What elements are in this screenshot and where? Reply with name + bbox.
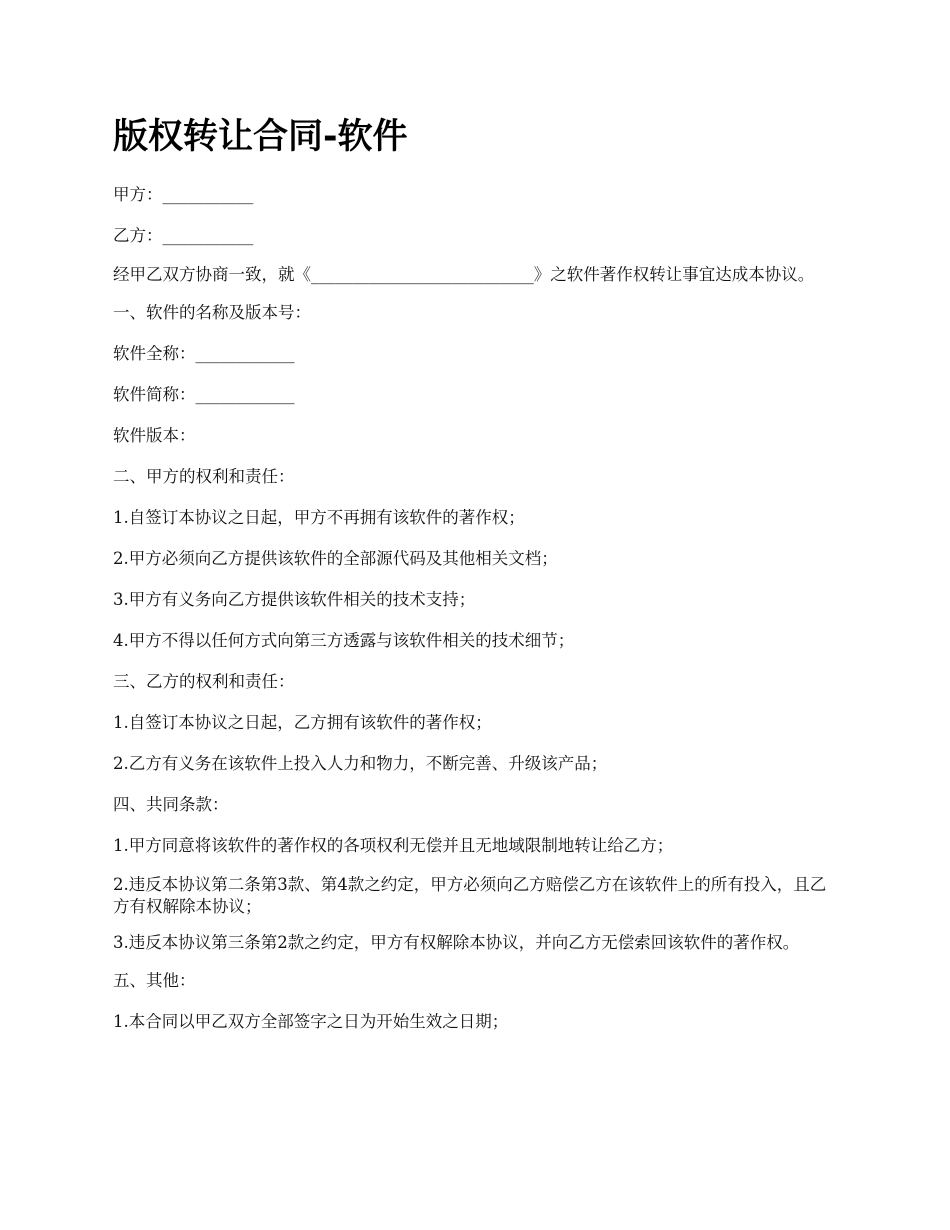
section-3-clause-2: 2.乙方有义务在该软件上投入人力和物力，不断完善、升级该产品； [113, 753, 608, 773]
party-a-line: 甲方：___________ [113, 185, 254, 204]
section-2-clause-3: 3.甲方有义务向乙方提供该软件相关的技术支持； [113, 589, 476, 609]
section-5-heading: 五、其他： [113, 970, 196, 990]
document-title: 版权转让合同-软件 [113, 117, 408, 157]
software-short-name-line: 软件简称：____________ [113, 384, 295, 404]
section-5-clause-1: 1.本合同以甲乙双方全部签字之日为开始生效之日期； [113, 1011, 509, 1031]
section-3-clause-1: 1.自签订本协议之日起，乙方拥有该软件的著作权； [113, 712, 492, 732]
section-1-heading: 一、软件的名称及版本号： [113, 302, 311, 322]
preamble-paragraph: 经甲乙双方协商一致，就《___________________________》之软件著作权转让事宜达成本协议。 [113, 264, 815, 284]
section-4-clause-2: 2.违反本协议第二条第3款、第4款之约定，甲方必须向乙方赔偿乙方在该软件上的所有投入，且乙方有权解除本协议； [113, 874, 827, 916]
software-version-line: 软件版本： [113, 425, 196, 445]
section-4-heading: 四、共同条款： [113, 794, 229, 814]
section-2-clause-1: 1.自签订本协议之日起，甲方不再拥有该软件的著作权； [113, 507, 525, 527]
section-2-heading: 二、甲方的权利和责任： [113, 466, 295, 486]
section-2-clause-2: 2.甲方必须向乙方提供该软件的全部源代码及其他相关文档； [113, 548, 558, 568]
section-4-clause-3: 3.违反本协议第三条第2款之约定，甲方有权解除本协议，并向乙方无偿索回该软件的著作权。 [113, 932, 800, 952]
party-b-line: 乙方：___________ [113, 225, 254, 245]
section-3-heading: 三、乙方的权利和责任： [113, 671, 295, 691]
section-4-clause-1: 1.甲方同意将该软件的著作权的各项权利无偿并且无地域限制地转让给乙方； [113, 835, 674, 855]
section-2-clause-4: 4.甲方不得以任何方式向第三方透露与该软件相关的技术细节； [113, 630, 575, 650]
document-body [113, 182, 837, 1050]
software-full-name-line: 软件全称：____________ [113, 343, 295, 363]
